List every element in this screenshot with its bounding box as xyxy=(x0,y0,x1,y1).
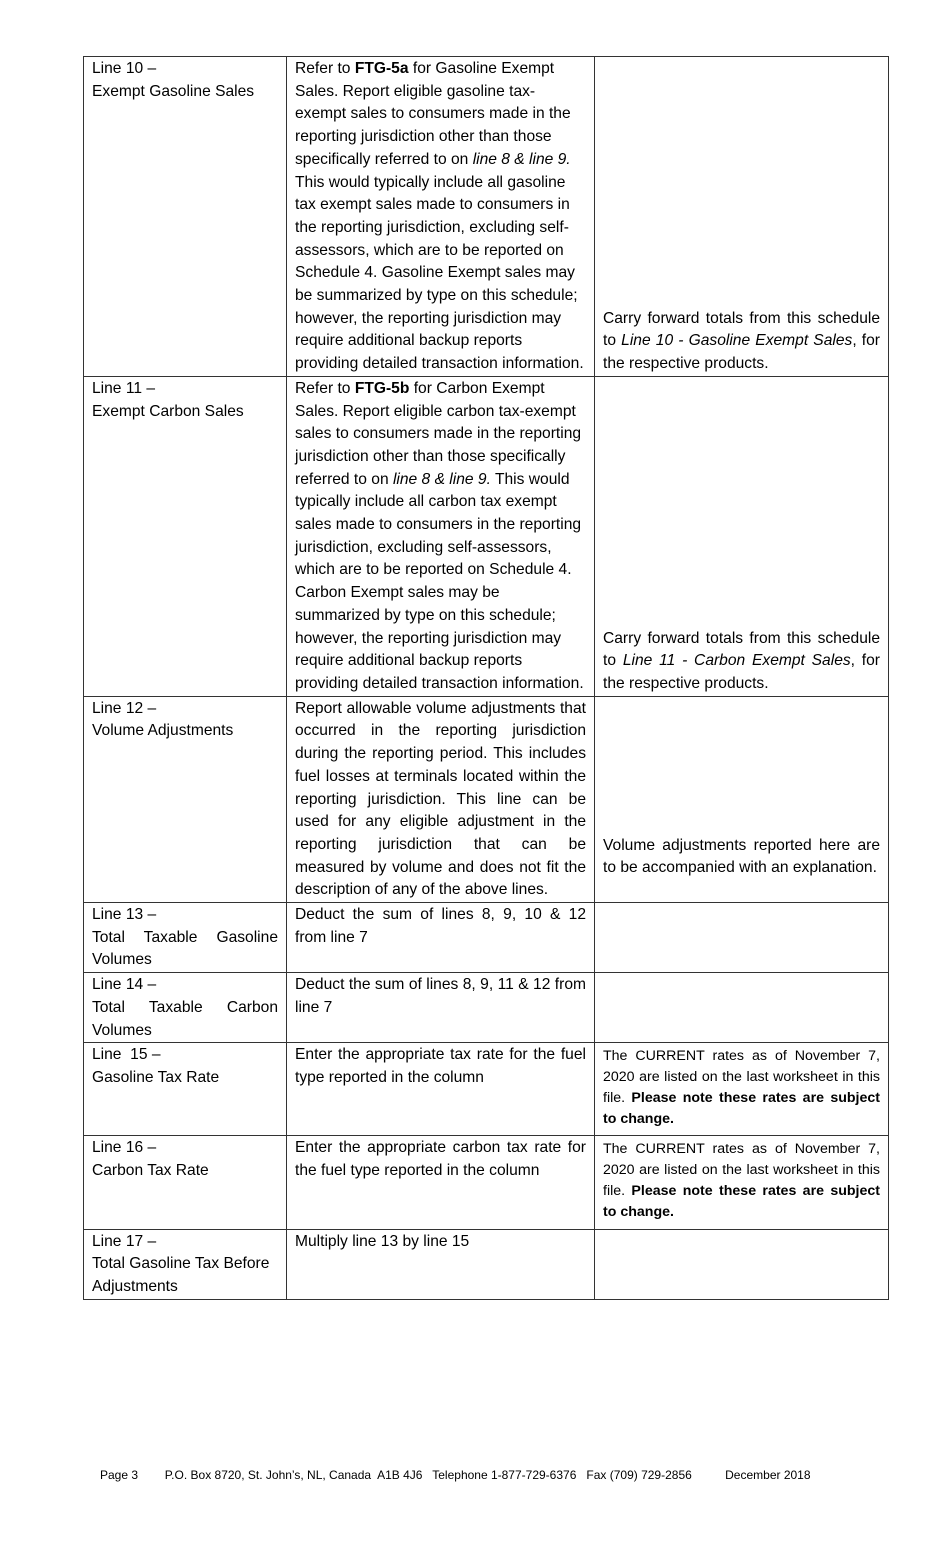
line-reference: line 8 & line 9. xyxy=(472,150,571,168)
line-label-cell xyxy=(84,57,287,377)
description-cell: Deduct the sum of lines 8, 9, 10 & 12 from line 7 xyxy=(287,903,595,973)
line-number: Line 10 – xyxy=(92,60,157,77)
note-text: , for the respective products. xyxy=(603,652,880,692)
table-row xyxy=(84,376,889,696)
description-cell: Multiply line 13 by line 15 xyxy=(287,1229,595,1299)
line-number: Line 17 – xyxy=(92,1232,157,1250)
line-name: Volume Adjustments xyxy=(92,722,234,740)
footer-address: P.O. Box 8720, St. John’s, NL, Canada A1B 4J6 xyxy=(164,1468,423,1482)
line-label-cell xyxy=(84,376,287,696)
table-row xyxy=(84,1136,889,1229)
line-label-cell xyxy=(84,1136,287,1229)
line-number: Line 12 – xyxy=(92,699,157,717)
page-number: Page 3 xyxy=(100,1468,139,1482)
description-cell: Enter the appropriate tax rate for the fuel type reported in the column xyxy=(287,1043,595,1136)
note-text: The CURRENT rates as of November 7, 2020 are listed on the last worksheet in this file. xyxy=(603,1141,880,1200)
line-name: Exempt Gasoline Sales xyxy=(92,82,255,100)
form-reference: FTG-5b xyxy=(354,379,410,397)
line-label-cell xyxy=(84,903,287,973)
footer-fax: Fax (709) 729-2856 xyxy=(586,1468,692,1482)
line-number: Line 15 – xyxy=(92,1046,161,1064)
line-number: Line 14 – xyxy=(92,976,157,994)
description-cell xyxy=(287,57,595,377)
note-text: Carry forward totals from this schedule to xyxy=(603,629,880,670)
footer-date: December 2018 xyxy=(725,1468,811,1482)
table-row xyxy=(84,696,889,902)
note-cell xyxy=(595,973,889,1043)
note-text: , for the respective products. xyxy=(603,332,880,373)
rate-warning: Please note these rates are subject to change. xyxy=(603,1089,880,1127)
note-cell xyxy=(595,696,889,902)
desc-text: Refer to xyxy=(295,60,355,77)
desc-text: This would typically include all carbon tax exempt sales made to consumers in the reporting jurisdiction, excluding self-assessors, which are to be reported on Schedule 4. Carbon Exempt sales may be summarized by type on this schedule; however, the reporting jurisdiction may require additional backup reports providing detailed transaction information. xyxy=(295,470,584,692)
description-cell: Enter the appropriate carbon tax rate for the fuel type reported in the column xyxy=(287,1136,595,1229)
note-cell xyxy=(595,1229,889,1299)
table-row xyxy=(84,973,889,1043)
note-text: Volume adjustments reported here are to be accompanied with an explanation. xyxy=(603,836,880,877)
line-reference: Line 10 - Gasoline Exempt Sales xyxy=(621,332,853,350)
note-cell xyxy=(595,1043,889,1136)
line-name: Exempt Carbon Sales xyxy=(92,402,244,420)
note-cell xyxy=(595,376,889,696)
line-reference: Line 11 - Carbon Exempt Sales xyxy=(622,652,851,670)
table-row xyxy=(84,903,889,973)
desc-text: for Carbon Exempt Sales. Report eligible carbon tax-exempt sales to consumers made in the reporting jurisdiction other than those specifically referred to on xyxy=(295,379,582,488)
table-row xyxy=(84,1043,889,1136)
instructions-table xyxy=(83,56,889,1300)
line-name: Carbon Tax Rate xyxy=(92,1162,209,1180)
table-row xyxy=(84,57,889,377)
rate-warning: Please note these rates are subject to change. xyxy=(603,1183,880,1220)
line-number: Line 11 – xyxy=(92,379,156,397)
desc-text: This would typically include all gasoline tax exempt sales made to consumers in the reporting jurisdiction, excluding self-assessors, which are to be reported on Schedule 4. Gasoline Exempt sales may be summarized by type on this schedule; however, the reporting jurisdiction may require additional backup reports providing detailed transaction information. xyxy=(295,173,584,373)
note-cell xyxy=(595,903,889,973)
form-reference: FTG-5a xyxy=(354,60,409,77)
footer-telephone: Telephone 1-877-729-6376 xyxy=(432,1468,577,1482)
line-name: Total Gasoline Tax Before Adjustments xyxy=(92,1255,270,1296)
line-number: Line 16 – xyxy=(92,1139,157,1157)
page-footer xyxy=(100,1468,811,1482)
line-reference: line 8 & line 9. xyxy=(392,470,491,488)
line-label-cell xyxy=(84,1043,287,1136)
note-text: Carry forward totals from this schedule to xyxy=(603,309,880,350)
desc-text: for Gasoline Exempt Sales. Report eligible gasoline tax-exempt sales to consumers made in the reporting jurisdiction other than those specifically referred to on xyxy=(295,60,571,168)
note-text: The CURRENT rates as of November 7, 2020 are listed on the last worksheet in this file. xyxy=(603,1048,880,1106)
line-name: Gasoline Tax Rate xyxy=(92,1068,220,1086)
description-cell: Deduct the sum of lines 8, 9, 11 & 12 from line 7 xyxy=(287,973,595,1043)
line-label-cell xyxy=(84,696,287,902)
table-row xyxy=(84,1229,889,1299)
note-cell xyxy=(595,57,889,377)
description-cell xyxy=(287,376,595,696)
desc-text: Refer to xyxy=(295,379,355,397)
note-cell xyxy=(595,1136,889,1229)
line-label-cell xyxy=(84,973,287,1043)
line-number: Line 13 – xyxy=(92,906,157,924)
line-name: Total Taxable Gasoline Volumes xyxy=(92,928,278,969)
line-name: Total Taxable Carbon Volumes xyxy=(92,998,278,1039)
line-label-cell xyxy=(84,1229,287,1299)
description-cell: Report allowable volume adjustments that occurred in the reporting jurisdiction during the reporting period. This includes fuel losses at terminals located within the reporting jurisdiction. This line can be used for any eligible adjustment in the reporting jurisdiction that can be measured by volume and does not fit the description of any of the above lines. xyxy=(287,696,595,902)
